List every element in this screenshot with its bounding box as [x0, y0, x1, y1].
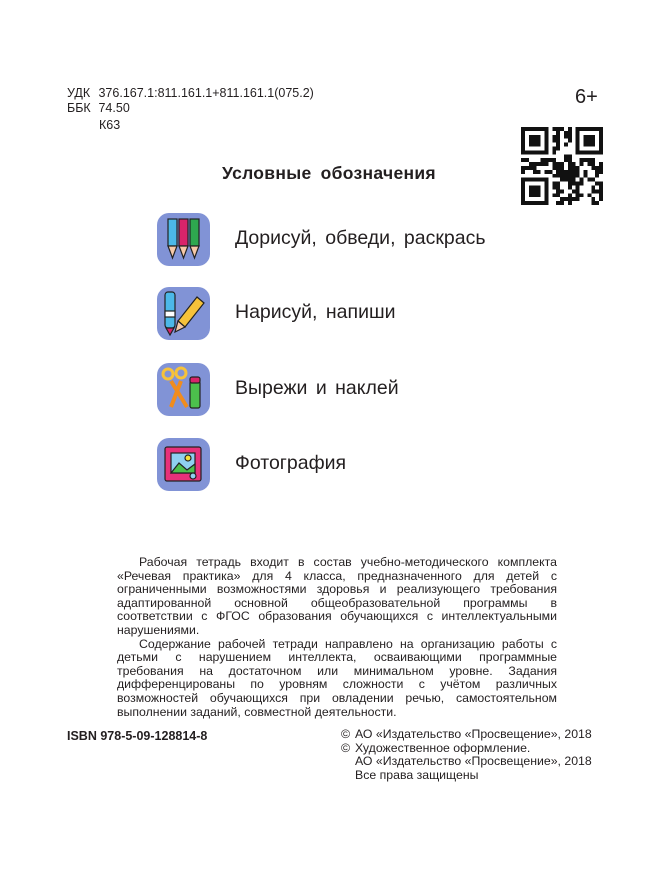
copyright-line: Все права защищены [355, 767, 479, 782]
udk-value: 376.167.1:811.161.1+811.161.1(075.2) [98, 86, 314, 100]
copyright-block [341, 728, 592, 782]
pen-and-pencil-icon [157, 287, 210, 340]
bbk-label: ББК [67, 101, 91, 115]
author-mark: К63 [99, 118, 121, 132]
bbk-line [67, 101, 130, 116]
isbn: ISBN 978-5-09-128814-8 [67, 729, 208, 743]
annotation-paragraph: Рабочая тетрадь входит в состав учебно-методического комплекта «Речевая практика» для 4 класса, предназначенного для детей с ограниченными возможностями здоровья и реализующего требования адаптированной основной общеобразовательной программы в соответствии с ФГОС образования обучающихся с интеллектуальными нарушениями. [117, 555, 557, 637]
copyright-symbol: © [341, 740, 351, 755]
photo-frame-icon [157, 438, 210, 491]
legend-label-draw-color: Дорисуй, обведи, раскрась [235, 227, 486, 249]
legend-label-photo: Фотография [235, 452, 347, 474]
legend-label-draw-write: Нарисуй, напиши [235, 301, 396, 323]
legend-title: Условные обозначения [222, 163, 436, 183]
scissors-and-glue-icon [157, 363, 210, 416]
udk-line [67, 86, 314, 101]
colored-pencils-icon [157, 213, 210, 266]
copyright-line: АО «Издательство «Просвещение», 2018 [355, 727, 592, 741]
udk-label: УДК [67, 86, 91, 100]
copyright-symbol: © [341, 727, 351, 741]
bbk-value: 74.50 [98, 101, 130, 115]
copyright-line: Художественное оформление. [355, 740, 531, 755]
copyright-line: АО «Издательство «Просвещение», 2018 [355, 754, 592, 769]
age-rating: 6+ [575, 86, 598, 108]
legend-label-cut-glue: Вырежи и наклей [235, 377, 399, 399]
annotation-paragraph: Содержание рабочей тетради направлено на организацию работы с детьми с нарушением интеллекта, осваивающими программные требования на достаточном или минимальном уровне. Задания дифференцированы по уровням сложности с учётом различных возможностей обучающихся при овладении речью, самостоятельном выполнении заданий, совместной деятельности. [117, 636, 557, 719]
annotation-text [117, 556, 557, 719]
qr-code[interactable] [521, 127, 603, 205]
